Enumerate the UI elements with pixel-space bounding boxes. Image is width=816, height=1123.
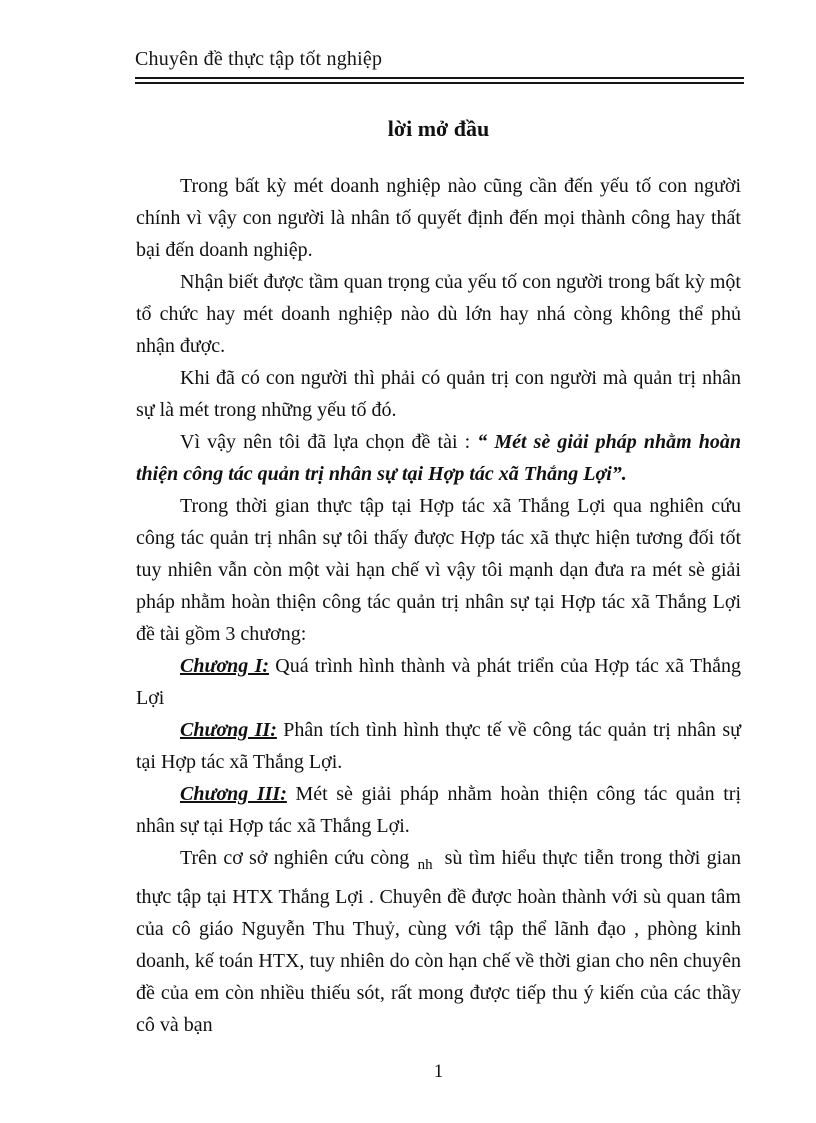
closing-after-sub: sù tìm hiểu thực tiễn trong thời gian thực tập tại HTX Thắng Lợi . Chuyên đề được hoàn thành với sù quan tâm của cô giáo Nguyễn Thu Thuỷ, cùng với tập thể lãnh đạo , phòng kinh doanh, kế toán HTX, tuy nhiên do còn hạn chế về thời gian cho nên chuyên đề của em còn nhiều thiếu sót, rất mong được tiếp thu ý kiến của các thầy cô và bạn bbox=[136, 847, 741, 1036]
chapter-2-text: Phân tích tình hình thực tế về công tác quản trị nhân sự tại Hợp tác xã Thắng Lợi. bbox=[136, 719, 741, 773]
page-footer bbox=[136, 1061, 741, 1083]
chapter-1-label: Chương I: bbox=[180, 655, 270, 677]
header-double-rule bbox=[135, 77, 744, 84]
paragraph-thesis bbox=[136, 426, 741, 490]
chapter-line-2 bbox=[136, 714, 741, 778]
paragraph-intro-2: Nhận biết được tầm quan trọng của yếu tố con người trong bất kỳ một tổ chức hay mét doanh nghiệp nào dù lớn hay nhá còng không thể phủ nhận được. bbox=[136, 271, 741, 357]
header-title: Chuyên đề thực tập tốt nghiệp bbox=[135, 48, 383, 70]
chapter-line-3 bbox=[136, 778, 741, 842]
chapter-2-label: Chương II: bbox=[180, 719, 277, 741]
page-header bbox=[135, 46, 744, 84]
chapter-line-1 bbox=[136, 650, 741, 714]
chapter-3-label: Chương III: bbox=[180, 783, 287, 805]
closing-subscript-fragment: nh bbox=[417, 857, 433, 873]
paragraph-intro-3: Khi đã có con người thì phải có quản trị con người mà quản trị nhân sự là mét trong những yếu tố đó. bbox=[136, 367, 741, 421]
thesis-title: “ Mét sè giải pháp nhằm hoàn thiện công tác quản trị nhân sự tại Hợp tác xã Thắng Lợi”. bbox=[136, 431, 741, 485]
document-title: lời mở đầu bbox=[387, 116, 490, 141]
paragraph-intro-1: Trong bất kỳ mét doanh nghiệp nào cũng cần đến yếu tố con người chính vì vậy con người là nhân tố quyết định đến mọi thành công hay thất bại đến doanh nghiệp. bbox=[136, 175, 741, 261]
chapter-3-text: Mét sè giải pháp nhằm hoàn thiện công tác quản trị nhân sự tại Hợp tác xã Thắng Lợi. bbox=[136, 783, 742, 837]
paragraph-closing bbox=[136, 842, 741, 1041]
chapter-1-text: Quá trình hình thành và phát triển của Hợp tác xã Thắng Lợi bbox=[136, 655, 741, 709]
paragraph-overview: Trong thời gian thực tập tại Hợp tác xã Thắng Lợi qua nghiên cứu công tác quản trị nhân sự tôi thấy được Hợp tác xã thực hiện tương đối tốt tuy nhiên vẫn còn một vài hạn chế vì vậy tôi mạnh dạn đưa ra mét sè giải pháp nhằm hoàn thiện công tác quản trị nhân sự tại Hợp tác xã Thắng Lợi đề tài gồm 3 chương: bbox=[136, 495, 741, 645]
page-number: 1 bbox=[433, 1061, 444, 1082]
thesis-lead: Vì vậy nên tôi đã lựa chọn đề tài : bbox=[180, 431, 478, 453]
document-body bbox=[136, 104, 741, 1041]
closing-before-sub: Trên cơ sở nghiên cứu còng bbox=[180, 847, 410, 869]
